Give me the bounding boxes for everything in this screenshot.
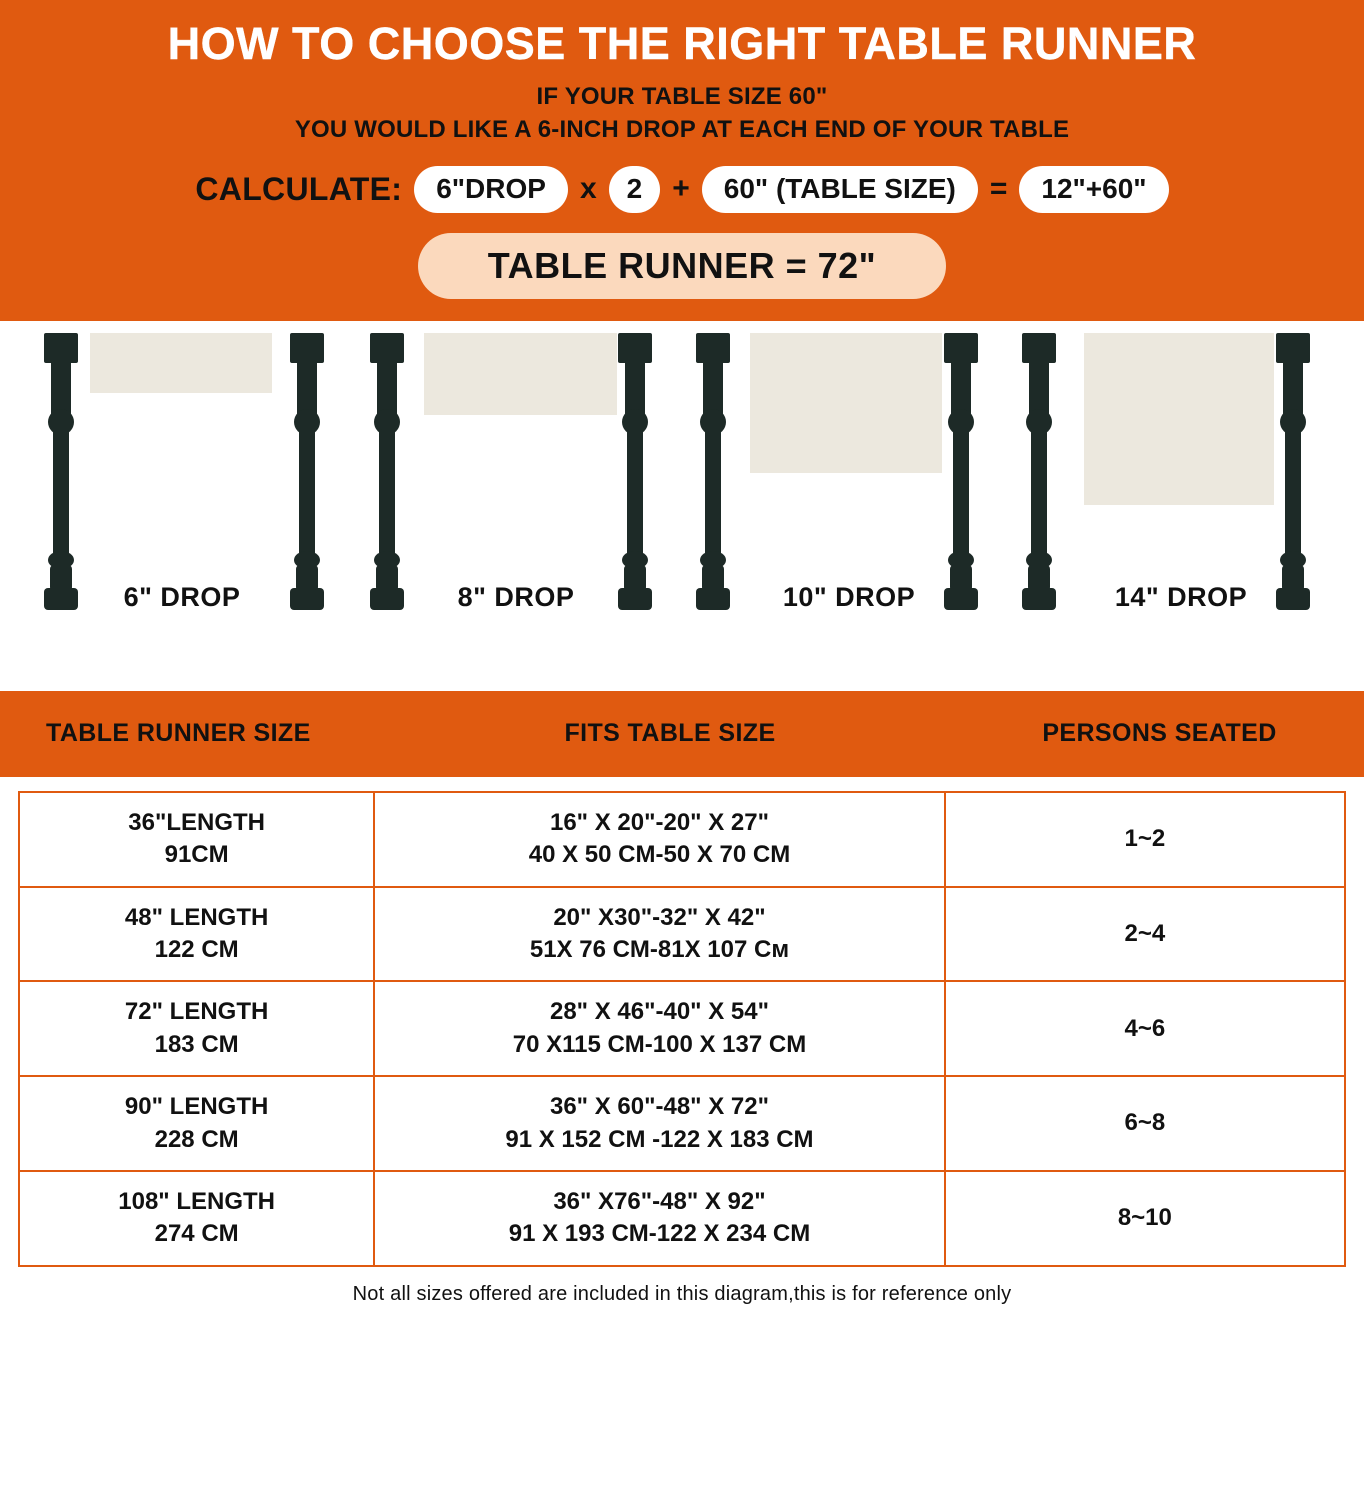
operator-plus: + [672,172,690,206]
size-table-body [0,777,1364,1306]
table-leg-right-icon [1276,333,1310,618]
drop-illustration [0,321,1364,691]
table-row [19,1076,1345,1171]
fits-line-1: 20" X30"-32" X 42" [553,903,766,931]
drop-label-8: 8" DROP [457,581,575,612]
cell-fits-table-size [374,1076,944,1171]
runner-size-line-2: 183 CM [154,1030,239,1058]
runner-size-line-1: 90" LENGTH [124,1093,269,1121]
column-header-runner-size: TABLE RUNNER SIZE [46,719,311,748]
header-banner [0,0,1364,321]
drop-group-14 [1008,321,1338,691]
cell-persons-seated: 6~8 [945,1076,1345,1171]
cell-fits-table-size [374,887,944,982]
calculate-label: CALCULATE: [195,170,403,207]
column-header-persons-seated: PERSONS SEATED [1042,719,1277,748]
runner-size-line-1: 48" LENGTH [124,903,269,931]
table-row [19,981,1345,1076]
table-header-row [0,691,1364,777]
result-pill: TABLE RUNNER = 72" [418,233,946,299]
operator-equals: = [989,172,1008,206]
fits-line-1: 28" X 46"-40" X 54" [549,998,769,1026]
runner-size-line-1: 36"LENGTH [128,808,265,836]
subtitle-line-2: YOU WOULD LIKE A 6-INCH DROP AT EACH END OF YOUR TABLE [294,115,1070,143]
table-leg-left-icon [696,333,730,618]
result-row [0,233,1364,299]
fits-line-1: 36" X 60"-48" X 72" [549,1093,769,1121]
fits-line-2: 70 X115 CM-100 X 137 CM [512,1030,807,1058]
column-header-fits-table-size: FITS TABLE SIZE [564,719,776,748]
cell-persons-seated: 2~4 [945,887,1345,982]
runner-size-line-2: 228 CM [154,1125,239,1153]
multiplier-pill: 2 [609,166,661,213]
table-leg-left-icon [1022,333,1056,618]
calculation-row [0,166,1364,213]
fits-line-2: 91 X 152 CM -122 X 183 CM [505,1125,814,1153]
table-leg-left-icon [44,333,78,618]
table-leg-right-icon [618,333,652,618]
operator-times: x [579,172,597,206]
runner-drape-6 [90,333,272,393]
runner-size-line-1: 108" LENGTH [118,1187,275,1215]
runner-size-line-2: 91CM [164,841,229,869]
cell-persons-seated: 4~6 [945,981,1345,1076]
subtitle-line-1: IF YOUR TABLE SIZE 60" [536,83,828,111]
table-row [19,1171,1345,1266]
runner-size-line-1: 72" LENGTH [124,998,269,1026]
drop-label-14: 14" DROP [1114,581,1248,612]
fits-line-2: 91 X 193 CM-122 X 234 CM [508,1220,811,1248]
table-leg-right-icon [290,333,324,618]
drop-group-8 [356,321,676,691]
size-table [18,791,1346,1267]
table-leg-right-icon [944,333,978,618]
drop-group-10 [682,321,1002,691]
drop-group-6 [22,321,342,691]
sum-pill: 12"+60" [1019,166,1168,213]
fits-line-1: 16" X 20"-20" X 27" [549,808,769,836]
fits-line-2: 40 X 50 CM-50 X 70 CM [528,841,791,869]
cell-runner-size [19,981,374,1076]
cell-fits-table-size [374,1171,944,1266]
cell-runner-size [19,1076,374,1171]
table-row [19,792,1345,887]
cell-fits-table-size [374,981,944,1076]
footnote-text: Not all sizes offered are included in this diagram,this is for reference only [352,1282,1012,1305]
table-size-pill: 60" (TABLE SIZE) [702,166,978,213]
cell-runner-size [19,887,374,982]
cell-persons-seated: 1~2 [945,792,1345,887]
drop-label-10: 10" DROP [782,581,916,612]
table-leg-left-icon [370,333,404,618]
drop-label-6: 6" DROP [123,581,241,612]
cell-persons-seated: 8~10 [945,1171,1345,1266]
cell-runner-size [19,1171,374,1266]
runner-size-line-2: 122 CM [154,936,239,963]
runner-drape-10 [750,333,942,473]
cell-fits-table-size [374,792,944,887]
runner-size-line-2: 274 CM [154,1220,239,1248]
page-title: HOW TO CHOOSE THE RIGHT TABLE RUNNER [167,18,1197,69]
fits-line-2: 51X 76 CM-81X 107 Cм [529,936,790,963]
runner-drape-14 [1084,333,1274,505]
drop-value-pill: 6"DROP [414,166,568,213]
fits-line-1: 36" X76"-48" X 92" [553,1187,766,1215]
table-row [19,887,1345,982]
runner-drape-8 [424,333,617,415]
cell-runner-size [19,792,374,887]
